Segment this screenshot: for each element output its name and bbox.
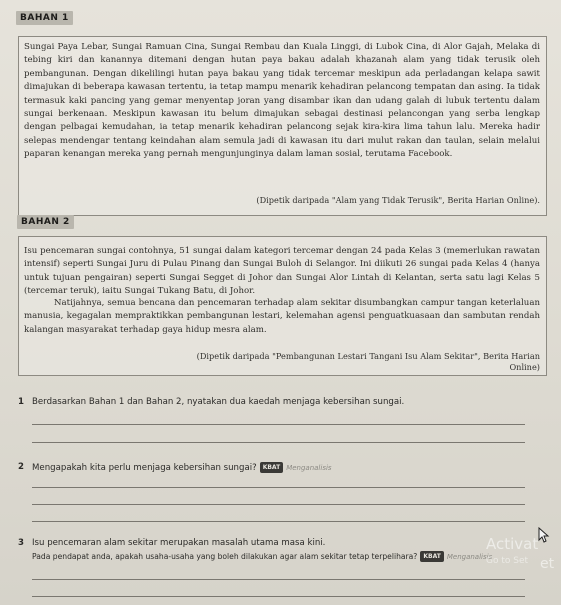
bahan2-label: BAHAN 2 [17,215,74,229]
kbat-badge: KBAT [260,462,284,473]
question-3-text2 [32,551,542,563]
bahan1-paragraph: Sungai Paya Lebar, Sungai Ramuan Cina, Sungai Rembau dan Kuala Linggi, di Lubok Cina, di Alor Gajah, Melaka di tebing kiri dan kanannya ditemani dengan hutan paya bakau adalah khazanah alam yang tidak terusik oleh pembangunan. Dengan dikelilingi hutan paya bakau yang tidak tercemar meskipun ada perladangan kelapa sawit dimajukan di beberapa kawasan tertentu, ia tetap mampu menarik kehadiran pelancong tempatan dan asing. Ia tidak termasuk kaki pancing yang gemar menyentap joran yang disambar ikan dan udang galah di lubuk tertentu dalam sungai berkenaan. Meskipun kawasan itu belum dimajukan sebagai destinasi pelancongan yang serba lengkap dengan pelbagai kemudahan, ia tetap menarik kehadiran pelancong sejak kira-kira lima tahun lalu. Mereka hadir selepas mendengar tentang keindahan alam semula jadi di kawasan itu dari mulut rakan dan taulan, selain melalui paparan kenangan mereka yang pernah mengunjunginya dalam laman sosial, terutama Facebook. [24,42,540,160]
activation-watermark: Activat [486,535,539,553]
bahan1-source: (Dipetik daripada "Alam yang Tidak Terusik", Berita Harian Online). [256,195,540,205]
answer-line[interactable] [32,596,525,597]
answer-line[interactable] [32,487,525,488]
mouse-cursor-icon [538,527,550,543]
activation-watermark-sub: Go to Set [486,556,529,566]
answer-line[interactable] [32,424,525,425]
activation-watermark-side: et [540,556,555,572]
kbat-badge: KBAT [420,551,444,562]
kbat-skill: Menganalisis [286,464,332,472]
bahan1-label: BAHAN 1 [16,11,73,25]
question-2-text [32,462,532,474]
question-1-text: Berdasarkan Bahan 1 dan Bahan 2, nyatakan dua kaedah menjaga kebersihan sungai. [32,397,405,407]
answer-line[interactable] [32,521,525,522]
answer-line[interactable] [32,579,525,580]
answer-line[interactable] [32,504,525,505]
answer-line[interactable] [32,442,525,443]
bahan2-paragraph1: Isu pencemaran sungai contohnya, 51 sungai dalam kategori tercemar dengan 24 pada Kelas 3 (memerlukan rawatan intensif) seperti Sungai Juru di Pulau Pinang dan Sungai Buloh di Selangor. Ini diikuti 26 sungai pada Kelas 4 (hanya untuk tujuan pengairan) seperti Sungai Segget di Johor dan Sungai Alor Lintah di Kelantan, serta satu lagi Kelas 5 (tercemar teruk), iaitu Sungai Tukang Batu, di Johor. [24,246,540,297]
kbat-skill: Menganalisis [446,553,493,561]
question-2-number: 2 [18,462,24,472]
bahan2-paragraph2: Natijahnya, semua bencana dan pencemaran terhadap alam sekitar disumbangkan campur tangan keterlaluan manusia, kegagalan mempraktikkan pembangunan lestari, kelemahan agensi penguatkuasaan dan sambutan rendah kalangan masyarakat terhadap gaya hidup mesra alam. [24,298,540,335]
question-3-label: Pada pendapat anda, apakah usaha-usaha yang boleh dilakukan agar alam sekitar tetap terpelihara? [32,552,418,561]
question-1-number: 1 [18,397,24,407]
bahan2-source: (Dipetik daripada "Pembangunan Lestari Tangani Isu Alam Sekitar", Berita Harian Online) [196,351,540,372]
question-3-text: Isu pencemaran alam sekitar merupakan masalah utama masa kini. [32,538,326,548]
question-3-number: 3 [18,538,24,548]
question-2-label: Mengapakah kita perlu menjaga kebersihan sungai? [32,463,257,473]
